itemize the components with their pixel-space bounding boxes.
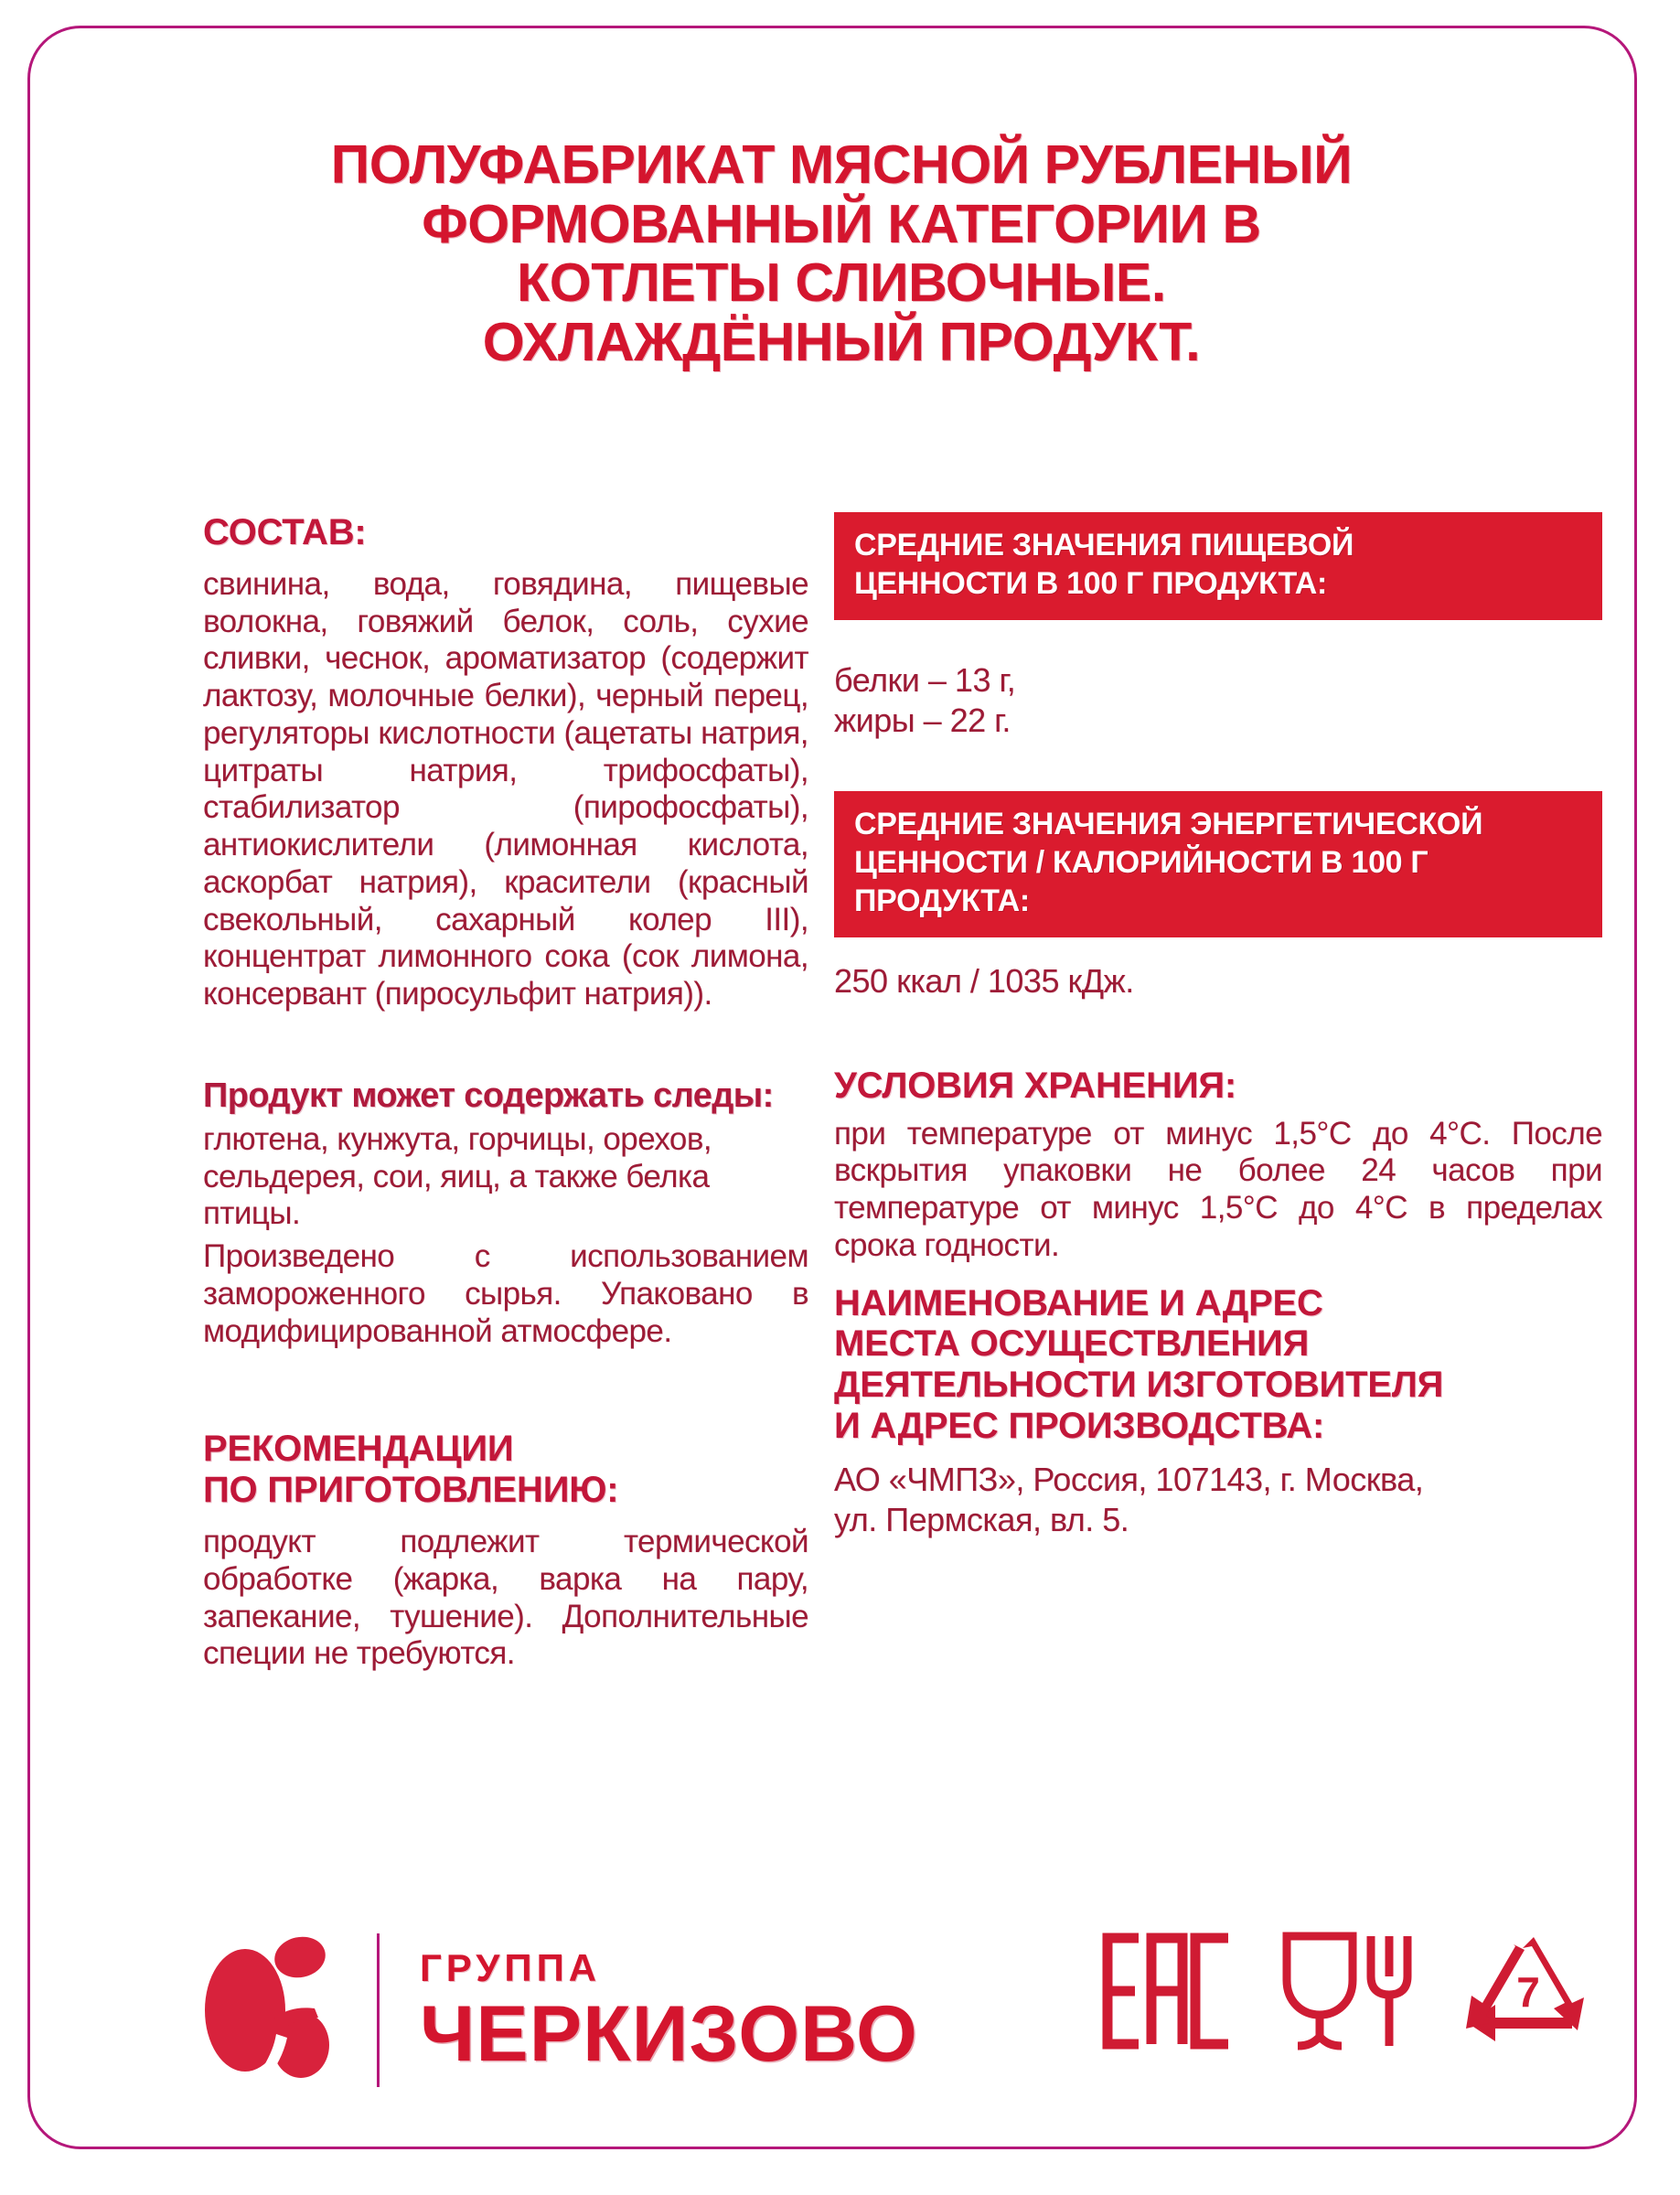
manufacturer-address — [834, 1460, 1602, 1540]
footer — [0, 1911, 1680, 2113]
protein-value: белки – 13 г, — [834, 660, 1016, 699]
brand-lockup — [203, 1919, 918, 2102]
energy-banner-line-1: СРЕДНИЕ ЗНАЧЕНИЯ ЭНЕРГЕТИЧЕСКОЙ — [854, 807, 1483, 842]
recycling-mark-icon — [1459, 1928, 1596, 2059]
ingredients-text: свинина, вода, говядина, пищевые волокна, говяжий белок, соль, сухие сливки, чеснок, ароматизатор (содержит лактозу, молочные белки), черный перец, регуляторы кислотности (ацетаты натрия, цитраты натрия, трифосфаты), стабилизатор (пирофосфаты), антиокислители (лимонная кислота, аскорбат натрия), красители (красный свекольный, сахарный колер III), концентрат лимонного сока (сок лимона, консервант (пиросульфит натрия)). — [203, 565, 808, 1012]
storage-heading: УСЛОВИЯ ХРАНЕНИЯ: — [834, 1065, 1237, 1106]
nutrition-banner-line-1: СРЕДНИЕ ЗНАЧЕНИЯ ПИЩЕВОЙ — [854, 528, 1354, 562]
page-title — [165, 135, 1518, 371]
cherkizovo-logo-icon — [203, 1930, 329, 2091]
food-safe-glass-fork-icon — [1274, 1929, 1420, 2058]
manufacturer-address-line-1: АО «ЧМПЗ», Россия, 107143, г. Москва, — [834, 1460, 1424, 1498]
manufacturer-heading-line-2: МЕСТА ОСУЩЕСТВЛЕНИЯ — [834, 1323, 1310, 1365]
cooking-heading — [203, 1429, 808, 1511]
brand-wordmark — [420, 1946, 918, 2079]
title-line-3: КОТЛЕТЫ СЛИВОЧНЫЕ. — [517, 252, 1166, 314]
nutrition-values — [834, 660, 1602, 741]
title-line-2: ФОРМОВАННЫЙ КАТЕГОРИИ В — [422, 193, 1261, 254]
manufacturer-heading — [834, 1283, 1602, 1447]
traces-text: глютена, кунжута, горчицы, орехов, сельдерея, сои, яиц, а также белка птицы. — [203, 1120, 712, 1232]
title-line-1: ПОЛУФАБРИКАТ МЯСНОЙ РУБЛЕНЫЙ — [330, 134, 1353, 195]
traces-note: Произведено с использованием замороженного сырья. Упаковано в модифицированной атмосфере. — [203, 1238, 808, 1349]
energy-banner-line-2: ЦЕННОСТИ / КАЛОРИЙНОСТИ В 100 Г — [854, 845, 1429, 881]
traces-heading: Продукт может содержать следы: — [203, 1076, 774, 1115]
nutrition-banner-line-2: ЦЕННОСТИ В 100 Г ПРОДУКТА: — [854, 565, 1328, 601]
eac-mark-icon — [1098, 1931, 1236, 2056]
cooking-heading-line-2: ПО ПРИГОТОВЛЕНИЮ: — [203, 1470, 619, 1511]
cooking-heading-line-1: РЕКОМЕНДАЦИИ — [203, 1429, 514, 1470]
fat-value: жиры – 22 г. — [834, 701, 1011, 739]
certification-marks — [1098, 1928, 1596, 2059]
energy-banner — [834, 791, 1602, 937]
right-column — [834, 512, 1602, 1540]
storage-text: при температуре от минус 1,5°С до 4°С. После вскрытия упаковки не более 24 часов при температуре от минус 1,5°С до 4°С в пределах срока годности. — [834, 1115, 1602, 1263]
brand-divider — [377, 1933, 380, 2087]
manufacturer-heading-line-4: И АДРЕС ПРОИЗВОДСТВА: — [834, 1406, 1325, 1447]
manufacturer-address-line-2: ул. Пермская, вл. 5. — [834, 1500, 1129, 1538]
left-column — [203, 512, 808, 1673]
manufacturer-heading-line-3: ДЕЯТЕЛЬНОСТИ ИЗГОТОВИТЕЛЯ — [834, 1365, 1444, 1406]
energy-value: 250 ккал / 1035 кДж. — [834, 961, 1134, 1000]
nutrition-banner — [834, 512, 1602, 620]
title-line-4: ОХЛАЖДЁННЫЙ ПРОДУКТ. — [482, 311, 1201, 372]
recycling-code-number: 7 — [1516, 1968, 1540, 2016]
brand-sub-label: ГРУППА — [420, 1946, 602, 1990]
cooking-text: продукт подлежит термической обработке (жарка, варка на пару, запекание, тушение). Дополнительные специи не требуются. — [203, 1523, 808, 1672]
brand-main-label: ЧЕРКИЗОВО — [420, 1990, 918, 2079]
manufacturer-heading-line-1: НАИМЕНОВАНИЕ И АДРЕС — [834, 1282, 1323, 1323]
energy-banner-line-3: ПРОДУКТА: — [854, 883, 1030, 919]
ingredients-heading: СОСТАВ: — [203, 512, 367, 552]
